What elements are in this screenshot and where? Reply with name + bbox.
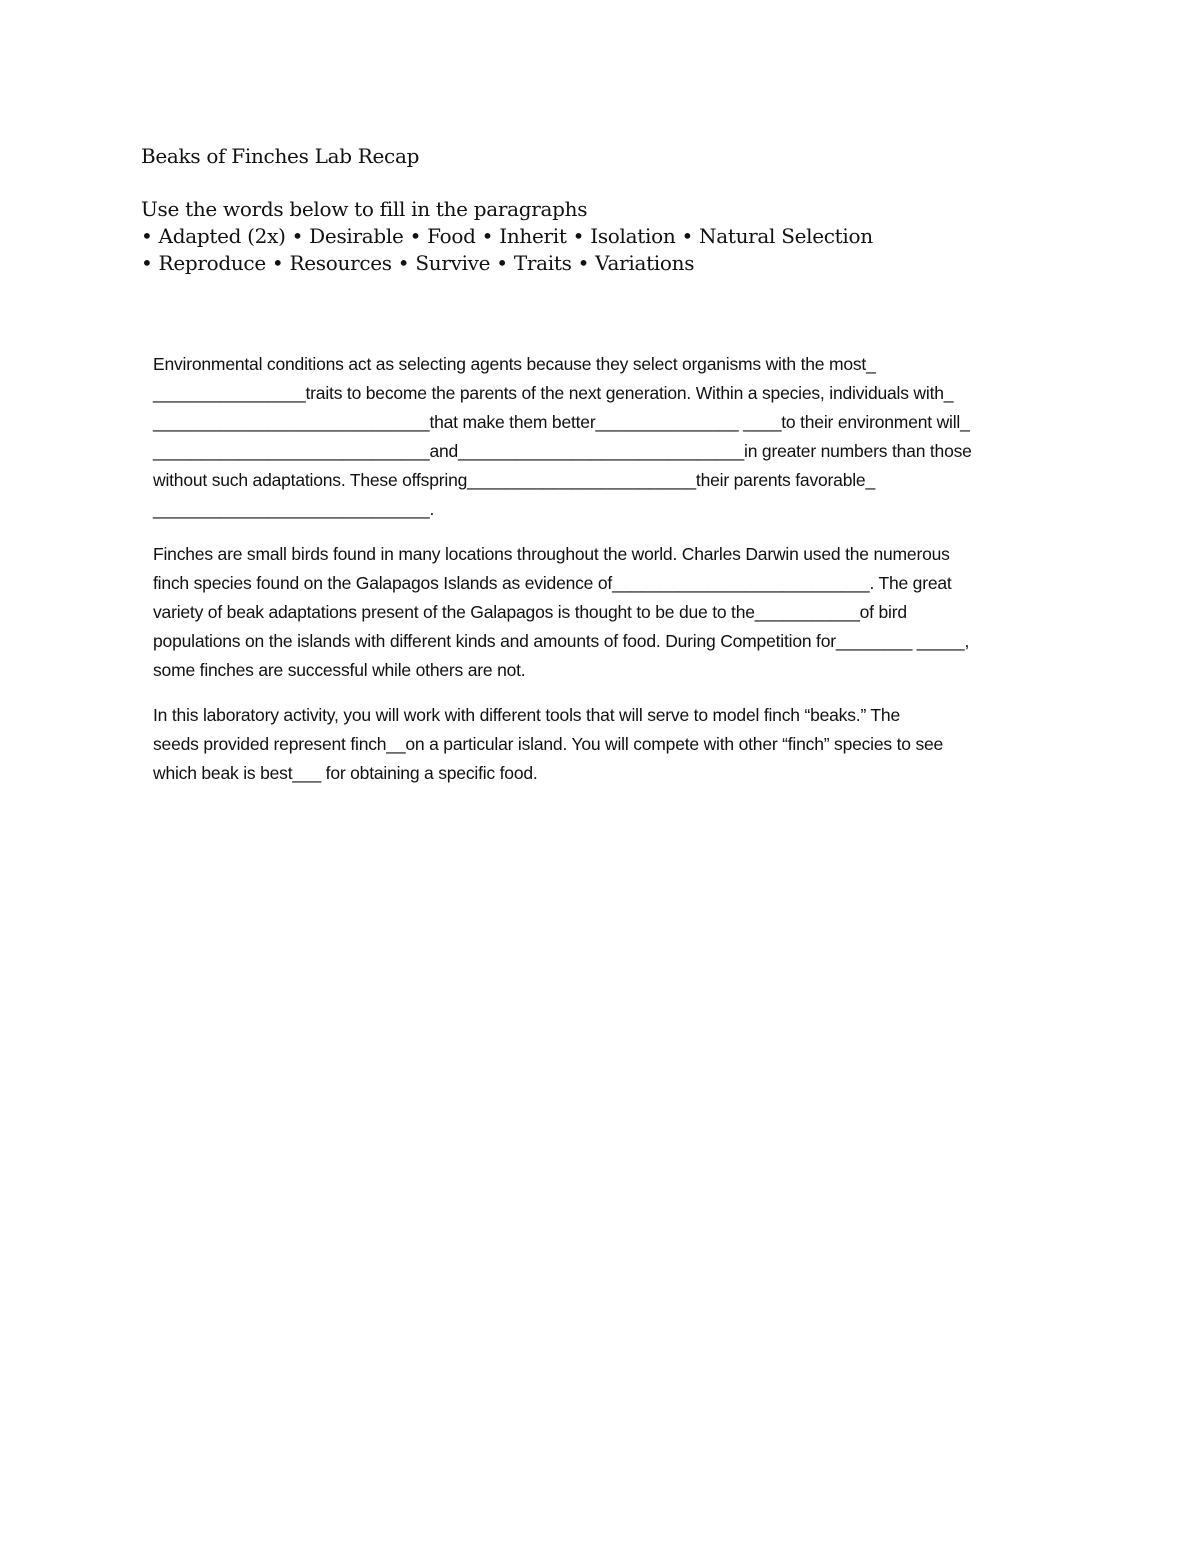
- paragraph-line: variety of beak adaptations present of the Galapagos is thought to be due to the___________of bird: [153, 602, 907, 622]
- worksheet-header: [141, 143, 1101, 277]
- paragraph-line: ________________traits to become the parents of the next generation. Within a species, individuals with_: [153, 383, 954, 403]
- paragraph-line: _____________________________.: [153, 499, 435, 519]
- paragraph-line: _____________________________that make them better_______________ ____to their environment will_: [153, 412, 970, 432]
- paragraph-selecting-agents: [153, 350, 1053, 524]
- paragraph-line: without such adaptations. These offspring________________________their parents favorable_: [153, 470, 875, 490]
- worksheet-title: Beaks of Finches Lab Recap: [141, 144, 420, 168]
- paragraph-line: some finches are successful while others are not.: [153, 660, 526, 680]
- paragraph-line: In this laboratory activity, you will work with different tools that will serve to model finch “beaks.” The: [153, 705, 900, 725]
- paragraph-line: finch species found on the Galapagos Islands as evidence of___________________________. The great: [153, 573, 952, 593]
- paragraph-line: Finches are small birds found in many locations throughout the world. Charles Darwin used the numerous: [153, 544, 950, 564]
- paragraph-line: _____________________________and______________________________in greater numbers than those: [153, 441, 972, 461]
- paragraph-line: populations on the islands with different kinds and amounts of food. During Competition for________ _____,: [153, 631, 970, 651]
- word-bank-line-2: • Reproduce • Resources • Survive • Traits • Variations: [141, 251, 695, 275]
- paragraph-line: Environmental conditions act as selecting agents because they select organisms with the most_: [153, 354, 876, 374]
- paragraph-finches-galapagos: [153, 540, 1053, 685]
- instructions: Use the words below to fill in the paragraphs: [141, 197, 588, 221]
- worksheet-body: [153, 350, 1053, 804]
- paragraph-lab-activity: [153, 701, 1053, 788]
- paragraph-line: seeds provided represent finch__on a particular island. You will compete with other “finch” species to see: [153, 734, 944, 754]
- word-bank-line-1: • Adapted (2x) • Desirable • Food • Inherit • Isolation • Natural Selection: [141, 224, 873, 248]
- paragraph-line: which beak is best___ for obtaining a specific food.: [153, 763, 538, 783]
